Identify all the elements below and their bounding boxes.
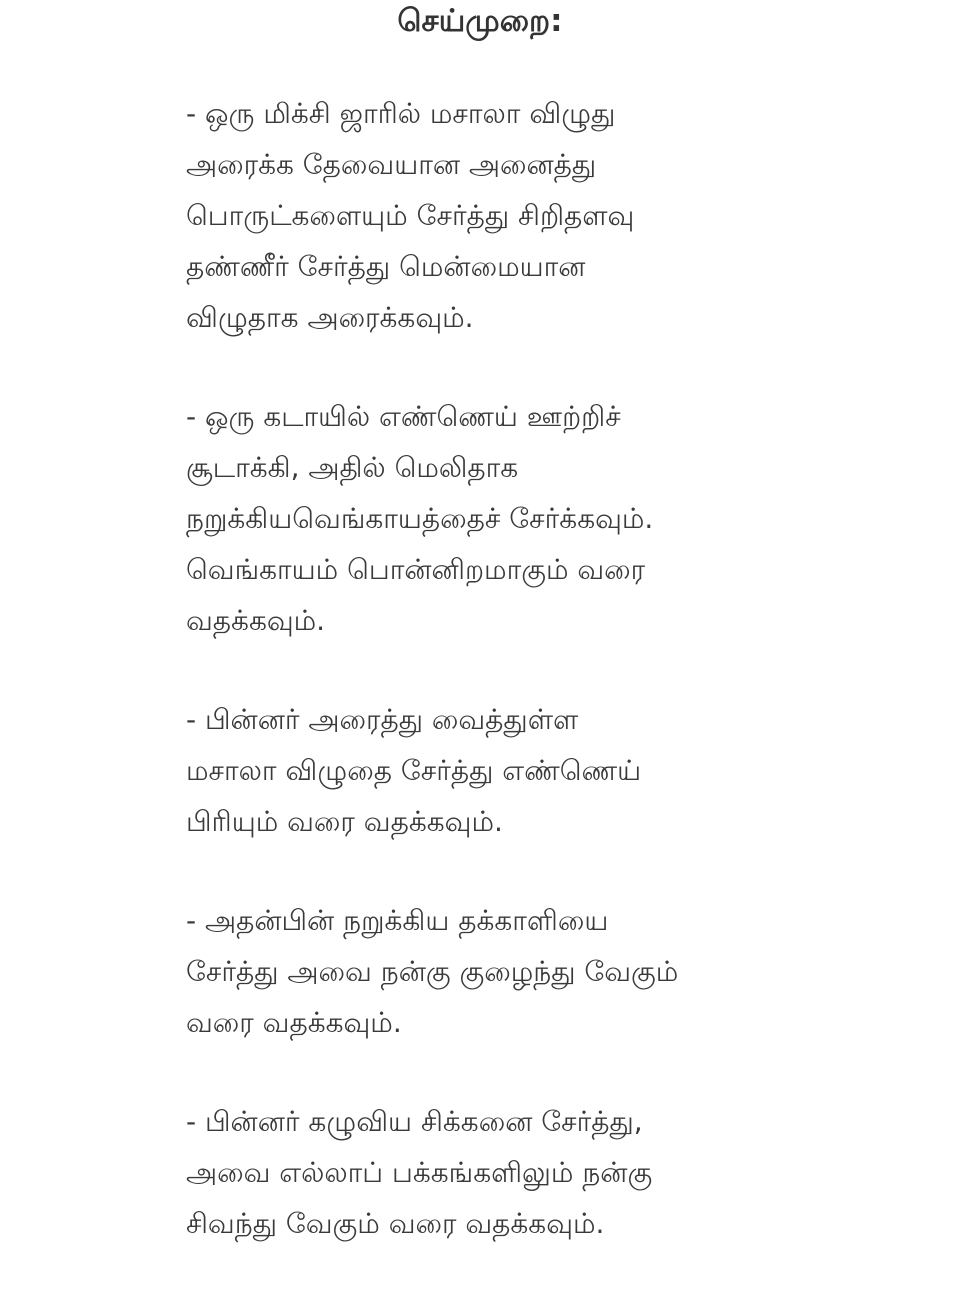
step-line: அவை எல்லாப் பக்கங்களிலும் நன்கு bbox=[186, 1156, 653, 1189]
method-step-4 bbox=[186, 895, 886, 1048]
step-line: மசாலா விழுதை சேர்த்து எண்ணெய் bbox=[186, 754, 642, 787]
step-line: சேர்த்து அவை நன்கு குழைந்து வேகும் bbox=[186, 955, 679, 988]
step-line: அரைக்க தேவையான அனைத்து bbox=[186, 148, 597, 181]
step-line: நறுக்கியவெங்காயத்தைச் சேர்க்கவும். bbox=[186, 502, 654, 535]
step-line: வெங்காயம் பொன்னிறமாகும் வரை bbox=[186, 553, 646, 586]
step-line: - அதன்பின் நறுக்கிய தக்காளியை bbox=[186, 904, 609, 937]
step-line: சிவந்து வேகும் வரை வதக்கவும். bbox=[186, 1207, 605, 1240]
step-line: வரை வதக்கவும். bbox=[186, 1006, 402, 1039]
step-line: - ஒரு மிக்சி ஜாரில் மசாலா விழுது bbox=[186, 97, 616, 130]
method-step-3 bbox=[186, 694, 886, 847]
step-line: பிரியும் வரை வதக்கவும். bbox=[186, 805, 503, 838]
method-step-1 bbox=[186, 88, 886, 343]
step-line: சூடாக்கி, அதில் மெலிதாக bbox=[186, 451, 519, 484]
section-title: செய்முறை: bbox=[397, 3, 563, 39]
method-steps bbox=[186, 88, 886, 1297]
step-line: தண்ணீர் சேர்த்து மென்மையான bbox=[186, 250, 586, 283]
step-line: விழுதாக அரைக்கவும். bbox=[186, 301, 474, 334]
method-step-5 bbox=[186, 1096, 886, 1249]
step-line: பொருட்களையும் சேர்த்து சிறிதளவு bbox=[186, 199, 635, 232]
step-line: வதக்கவும். bbox=[186, 604, 326, 637]
step-line: - பின்னர் அரைத்து வைத்துள்ள bbox=[186, 703, 579, 736]
step-line: - பின்னர் கழுவிய சிக்கனை சேர்த்து, bbox=[186, 1105, 643, 1138]
step-line: - ஒரு கடாயில் எண்ணெய் ஊற்றிச் bbox=[186, 400, 621, 433]
method-step-2 bbox=[186, 391, 886, 646]
